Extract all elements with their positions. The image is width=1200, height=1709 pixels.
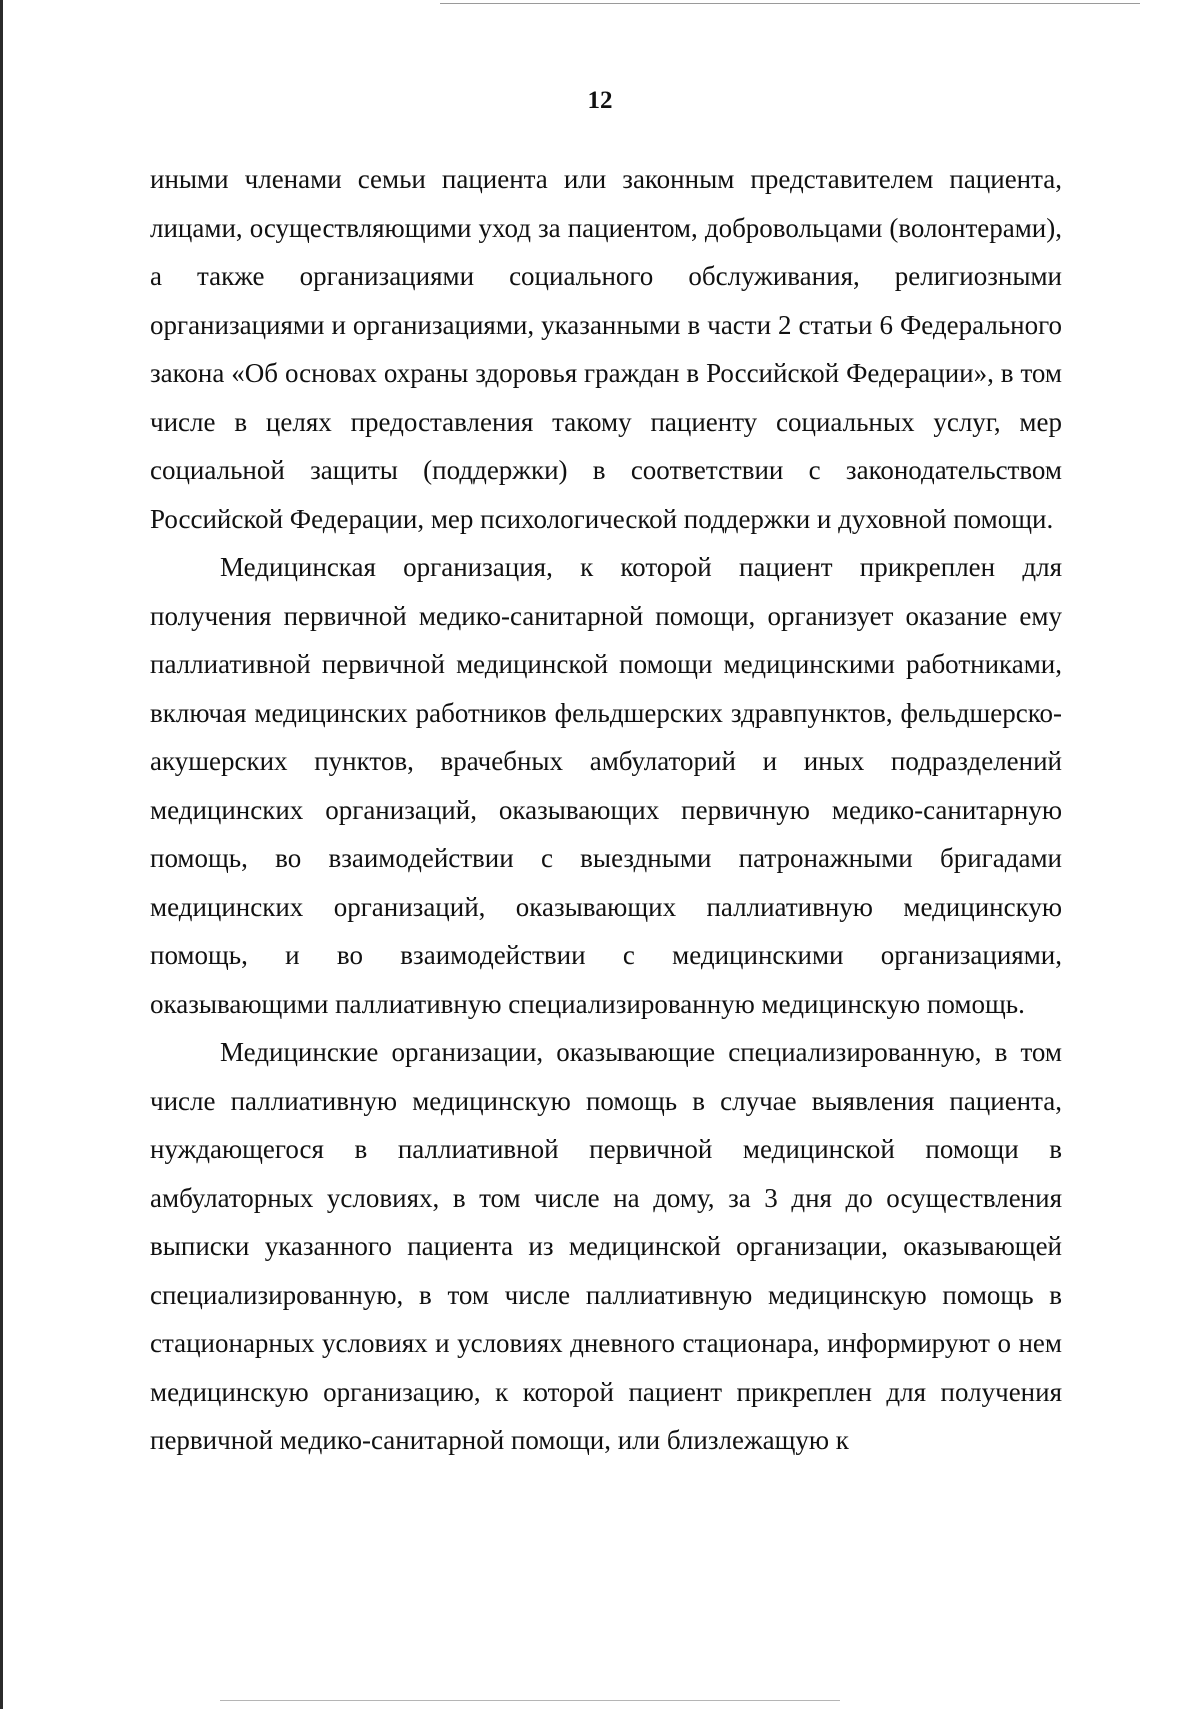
scan-border-top bbox=[440, 3, 1140, 4]
scan-border-bottom bbox=[220, 1700, 840, 1701]
scan-border-left bbox=[0, 0, 3, 1709]
page-number: 12 bbox=[587, 87, 613, 114]
paragraph-specialized-care-organizations: Медицинские организации, оказывающие специализированную, в том числе паллиативную медицинскую помощь в случае выявления пациента, нуждающегося в паллиативной первичной медицинской помощи в амбулаторных условиях, в том числе на дому, за 3 дня до осуществления выписки указанного пациента из медицинской организации, оказывающей специализированную, в том числе паллиативную медицинскую помощь в стационарных условиях и условиях дневного стационара, информируют о нем медицинскую организацию, к которой пациент прикреплен для получения первичной медико-санитарной помощи, или близлежащую к bbox=[150, 1037, 1062, 1455]
paragraph-primary-care-organization: Медицинская организация, к которой пациент прикреплен для получения первичной медико-санитарной помощи, организует оказание ему паллиативной первичной медицинской помощи медицинскими работниками, включая медицинских работников фельдшерских здравпунктов, фельдшерско-акушерских пунктов, врачебных амбулаторий и иных подразделений медицинских организаций, оказывающих первичную медико-санитарную помощь, во взаимодействии с выездными патронажными бригадами медицинских организаций, оказывающих паллиативную медицинскую помощь, и во взаимодействии с медицинскими организациями, оказывающими паллиативную специализированную медицинскую помощь. bbox=[150, 552, 1062, 1019]
document-body bbox=[150, 155, 1062, 1465]
paragraph-continuation: иными членами семьи пациента или законным представителем пациента, лицами, осуществляющими уход за пациентом, добровольцами (волонтерами), а также организациями социального обслуживания, религиозными организациями и организациями, указанными в части 2 статьи 6 Федерального закона «Об основах охраны здоровья граждан в Российской Федерации», в том числе в целях предоставления такому пациенту социальных услуг, мер социальной защиты (поддержки) в соответствии с законодательством Российской Федерации, мер психологической поддержки и духовной помощи. bbox=[150, 164, 1062, 534]
